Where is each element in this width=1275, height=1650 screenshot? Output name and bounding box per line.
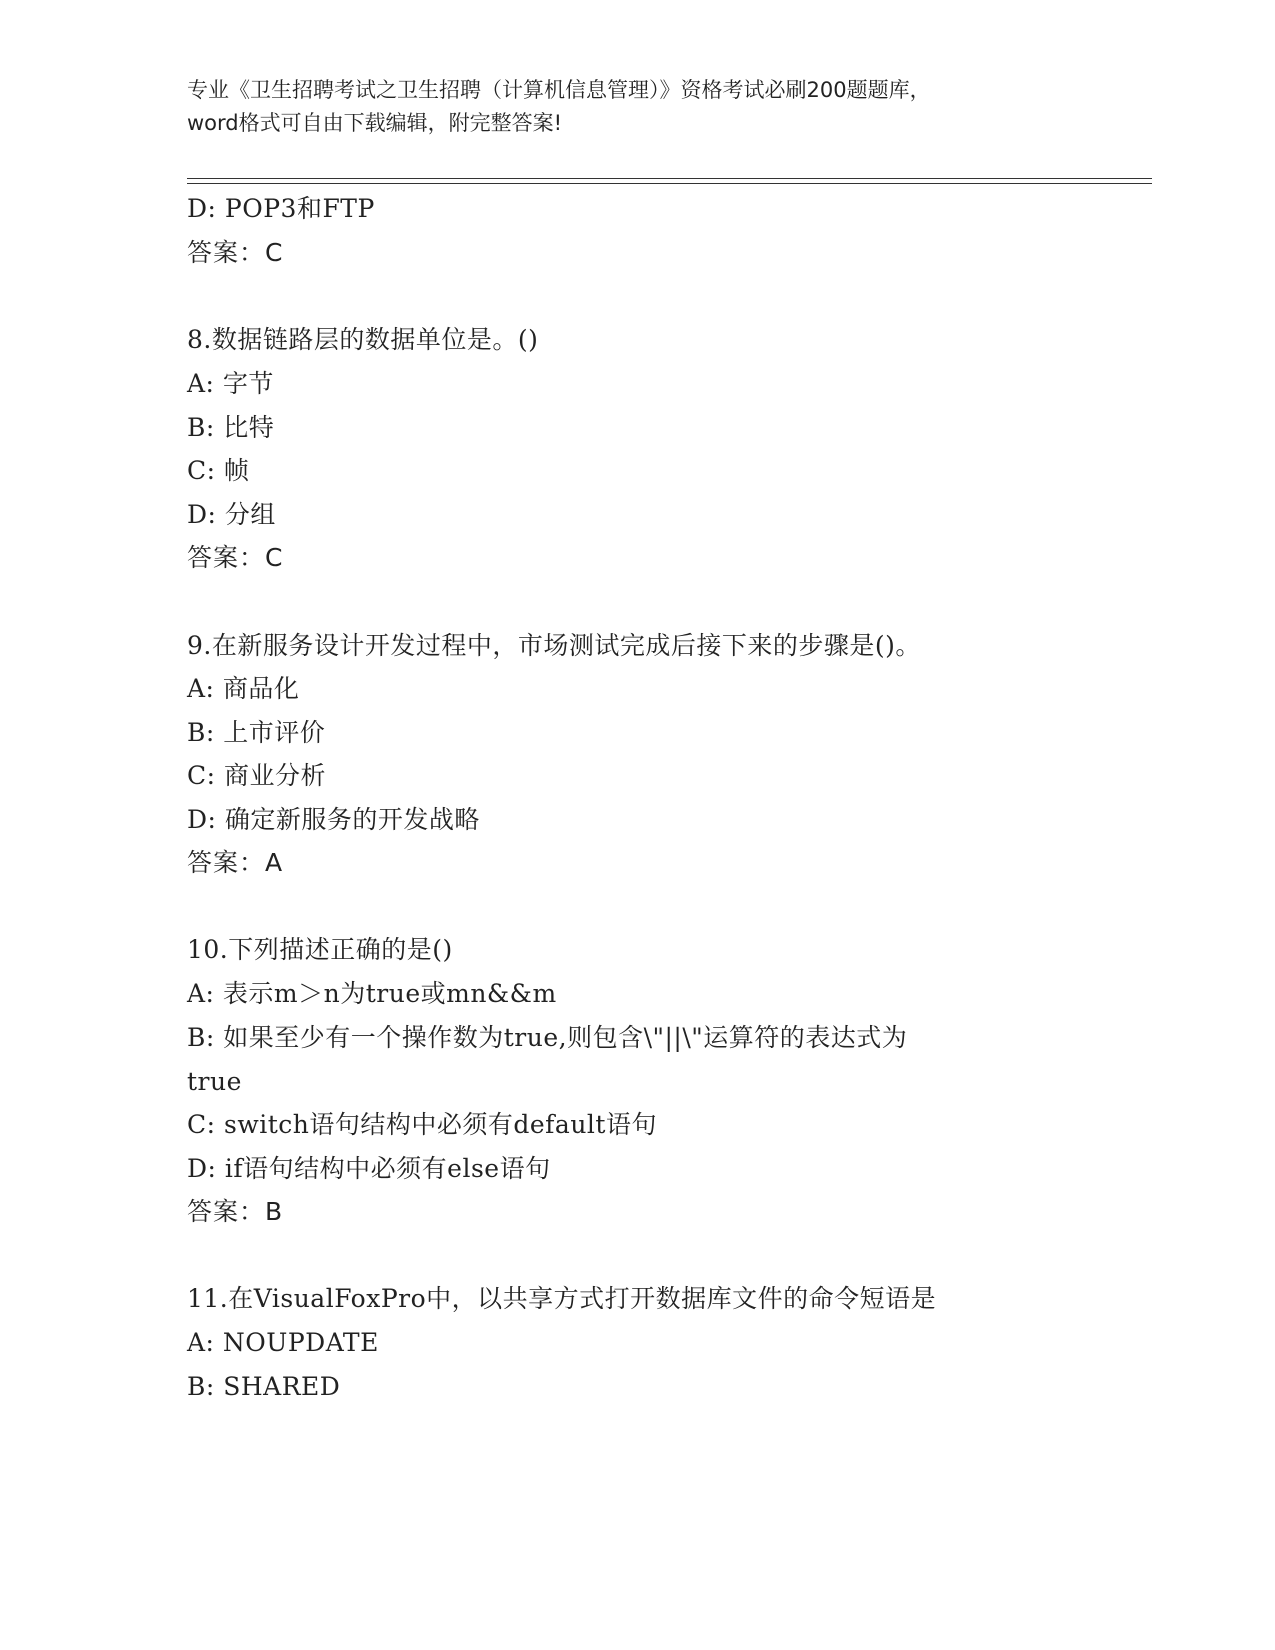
q8-answer: 答案：C: [187, 543, 284, 572]
q9-option-d: D: 确定新服务的开发战略: [187, 805, 480, 834]
header-line-2: word格式可自由下载编辑，附完整答案!: [187, 111, 563, 135]
q10-option-a: A: 表示m＞n为true或mn&&m: [187, 979, 557, 1008]
q10-option-d: D: if语句结构中必须有else语句: [187, 1154, 551, 1183]
q9-stem: 9.在新服务设计开发过程中，市场测试完成后接下来的步骤是()。: [187, 631, 921, 660]
q7-option-d: D: POP3和FTP: [187, 194, 375, 223]
q9-option-b: B: 上市评价: [187, 718, 326, 747]
document-header: [187, 74, 1087, 140]
q9-answer: 答案：A: [187, 848, 284, 877]
q11-option-b: B: SHARED: [187, 1372, 341, 1401]
q8-option-a: A: 字节: [187, 369, 274, 398]
q9-option-a: A: 商品化: [187, 674, 300, 703]
header-divider-top: [187, 178, 1152, 179]
q10-option-b-continued: true: [187, 1067, 242, 1096]
header-line-1: 专业《卫生招聘考试之卫生招聘（计算机信息管理）》资格考试必刷200题题库，: [187, 78, 931, 102]
q9-option-c: C: 商业分析: [187, 761, 326, 790]
q8-stem: 8.数据链路层的数据单位是。(): [187, 325, 539, 354]
q10-option-c: C: switch语句结构中必须有default语句: [187, 1110, 657, 1139]
q8-option-c: C: 帧: [187, 456, 250, 485]
q10-option-b: B: 如果至少有一个操作数为true,则包含\"||\"运算符的表达式为: [187, 1023, 908, 1052]
q8-option-b: B: 比特: [187, 413, 275, 442]
q10-stem: 10.下列描述正确的是(): [187, 935, 453, 964]
q7-answer: 答案：C: [187, 238, 284, 267]
header-divider-bottom: [187, 183, 1152, 184]
q10-answer: 答案：B: [187, 1197, 284, 1226]
q11-option-a: A: NOUPDATE: [187, 1328, 379, 1357]
q11-stem: 11.在VisualFoxPro中，以共享方式打开数据库文件的命令短语是: [187, 1284, 937, 1313]
q8-option-d: D: 分组: [187, 500, 276, 529]
